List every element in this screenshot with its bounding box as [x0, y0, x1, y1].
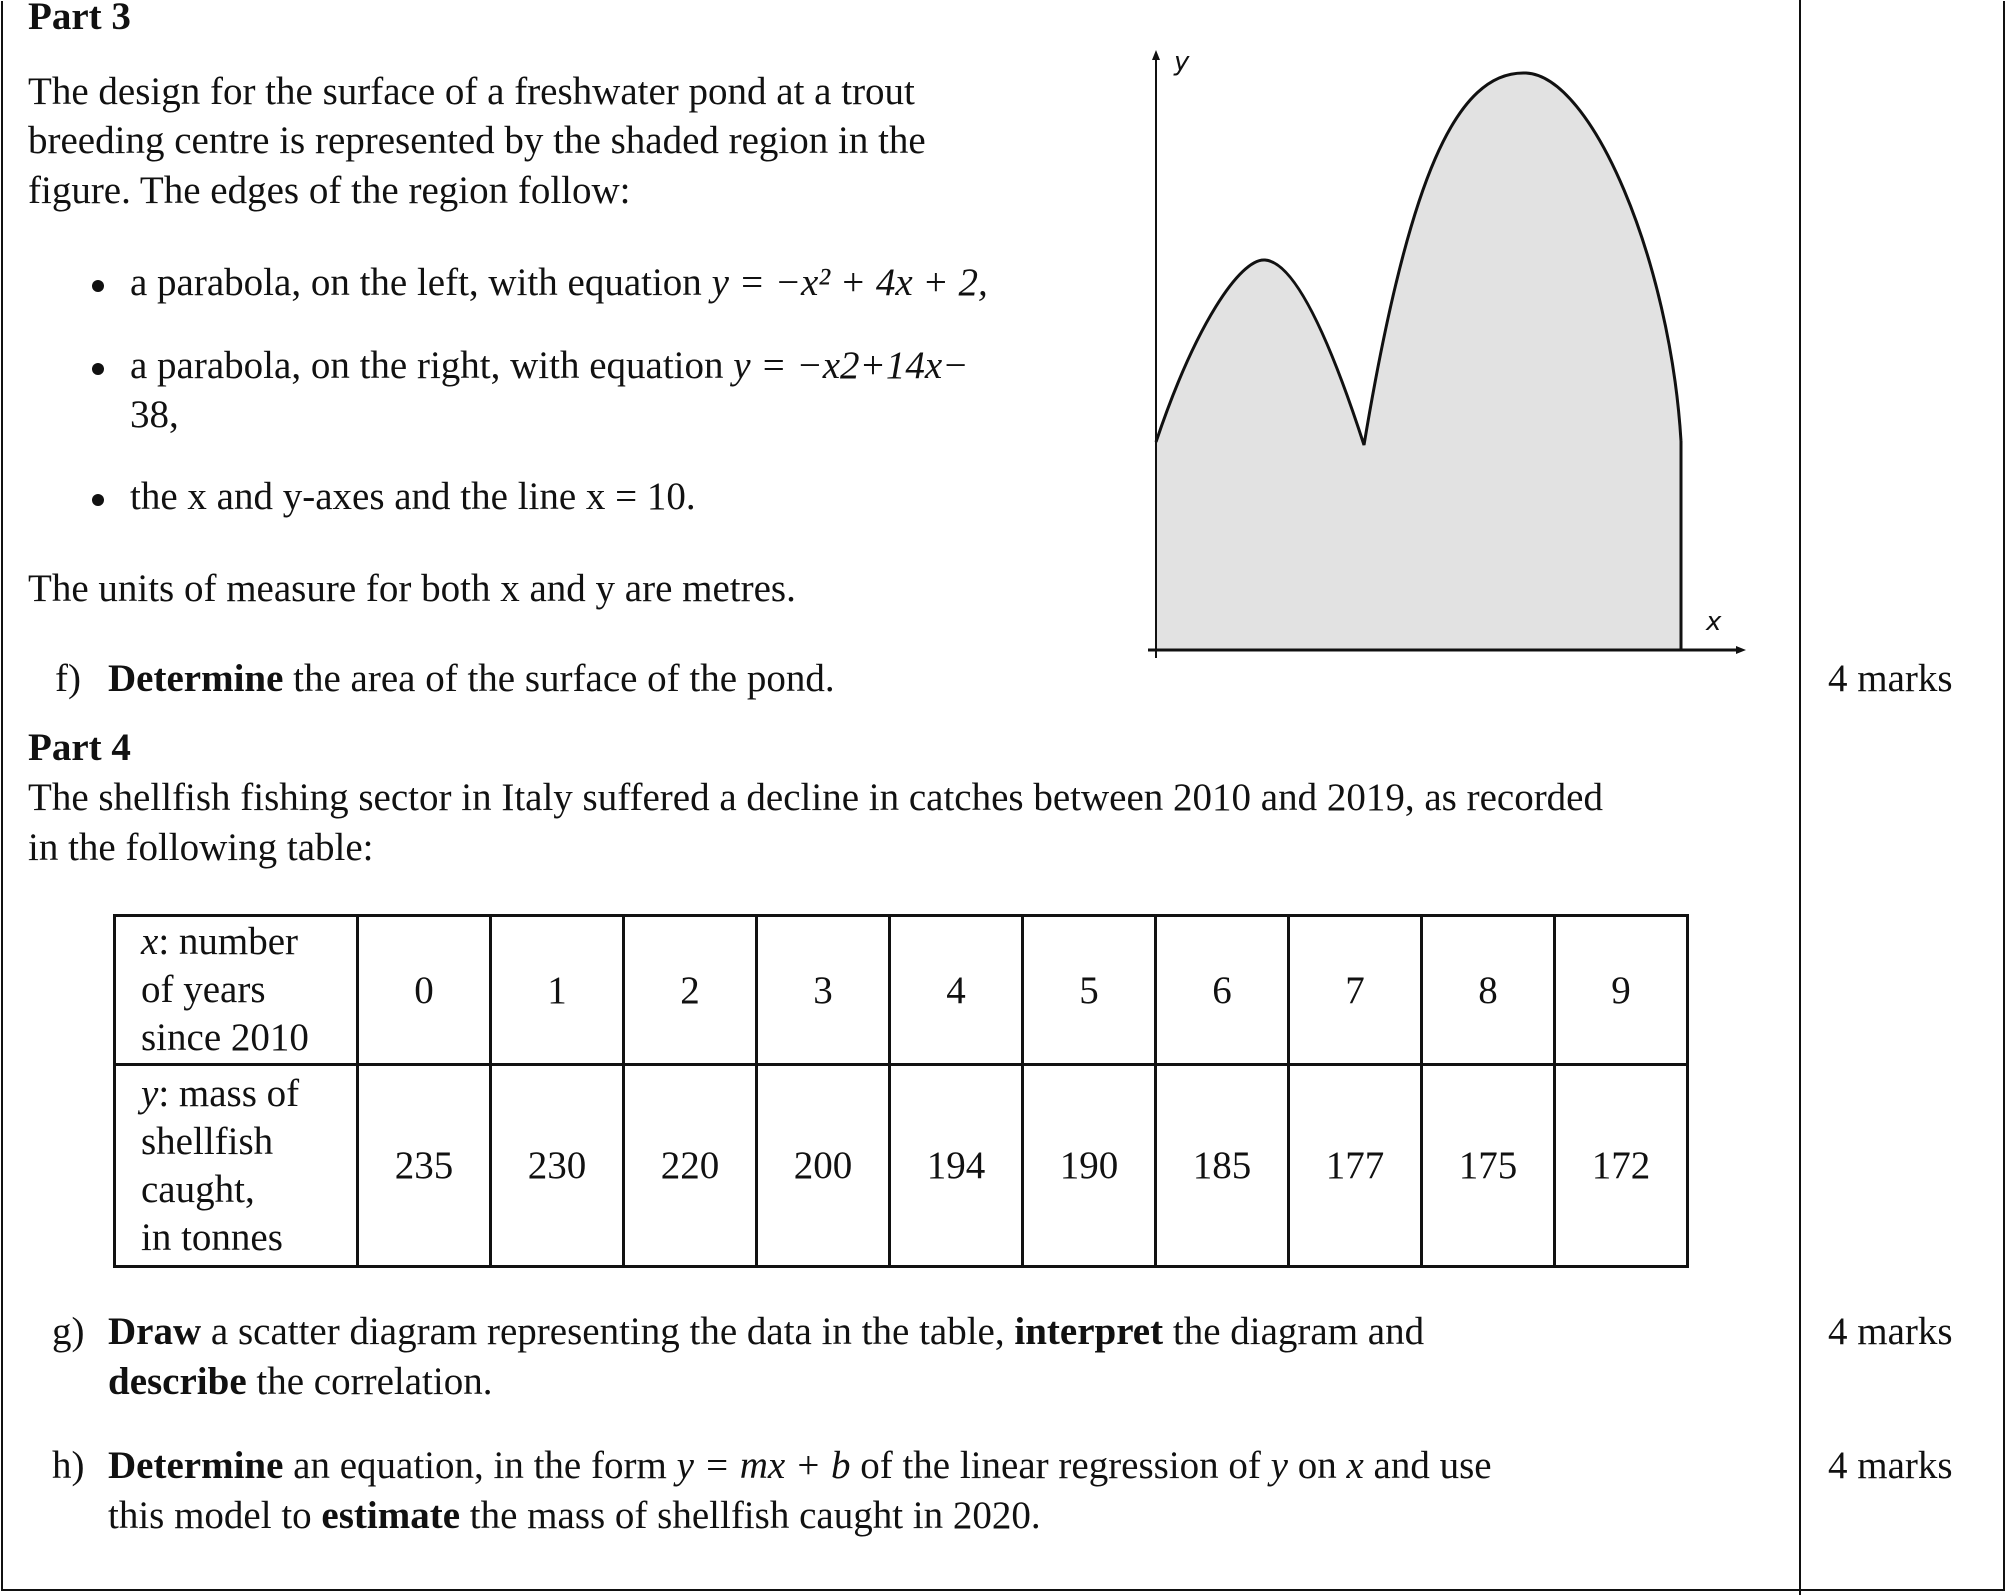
header-x-line-2: of years	[141, 968, 266, 1011]
question-h-verb-estimate: estimate	[321, 1494, 461, 1537]
table-cell: 194	[890, 1065, 1023, 1267]
table-cell: 185	[1156, 1065, 1289, 1267]
header-y-line-3: caught,	[141, 1167, 255, 1211]
y-axis-arrow	[1152, 50, 1160, 60]
bullet-2	[130, 341, 968, 391]
units-line: The units of measure for both x and y are metres.	[28, 567, 796, 610]
question-h-text-3: on	[1287, 1444, 1347, 1487]
question-h-text-2: of the linear regression of	[850, 1444, 1271, 1487]
bullet-2-continuation: 38,	[130, 393, 179, 436]
question-h-var-x: x	[1346, 1444, 1364, 1487]
question-h-marks: 4 marks	[1828, 1444, 1953, 1487]
header-y-line-1: y: mass of	[141, 1071, 300, 1115]
table-cell: 2	[624, 916, 757, 1065]
part3-heading: Part 3	[28, 0, 131, 38]
header-y-line-4: in tonnes	[141, 1215, 283, 1259]
table-cell: 220	[624, 1065, 757, 1267]
bullet-1-dot	[92, 280, 104, 292]
bullet-2-dot	[92, 363, 104, 375]
x-axis-arrow	[1736, 646, 1746, 654]
table-cell: 190	[1023, 1065, 1156, 1267]
question-g-label: g)	[52, 1310, 85, 1353]
question-f-rest: the area of the surface of the pond.	[283, 657, 835, 700]
bullet-2-text: a parabola, on the right, with equation	[130, 344, 734, 387]
table-header-y	[115, 1065, 358, 1267]
question-g-verb-draw: Draw	[108, 1310, 202, 1353]
header-y-line-2: shellfish	[141, 1119, 274, 1163]
question-f-text	[108, 654, 835, 704]
part4-intro-line-1: The shellfish fishing sector in Italy suffered a decline in catches between 2010 and 2019, as recorded	[28, 776, 1603, 819]
table-cell: 1	[491, 916, 624, 1065]
part3-intro-line-2: breeding centre is represented by the shaded region in the	[28, 119, 926, 162]
question-g-marks: 4 marks	[1828, 1310, 1953, 1353]
question-g-text-3: the correlation.	[246, 1360, 493, 1403]
table-cell: 3	[757, 916, 890, 1065]
part3-intro-line-3: figure. The edges of the region follow:	[28, 169, 631, 212]
question-h-label: h)	[52, 1444, 85, 1487]
table-row-x	[115, 916, 1688, 1065]
table-cell: 6	[1156, 916, 1289, 1065]
shellfish-table	[113, 914, 1689, 1268]
table-cell: 9	[1555, 916, 1688, 1065]
question-h-text-1: an equation, in the form	[283, 1444, 677, 1487]
pond-figure	[1140, 40, 1760, 670]
question-g-verb-interpret: interpret	[1014, 1310, 1164, 1353]
header-x-line-3: since 2010	[141, 1016, 309, 1059]
question-h-text-5: this model to	[108, 1494, 322, 1537]
table-cell: 5	[1023, 916, 1156, 1065]
pond-shaded-region	[1156, 73, 1681, 650]
table-row-y	[115, 1065, 1688, 1267]
question-g-line-1	[108, 1307, 1776, 1357]
bullet-1-text: a parabola, on the left, with equation	[130, 261, 712, 304]
part3-intro-line-1: The design for the surface of a freshwater pond at a trout	[28, 70, 915, 113]
header-x-line-1: x: number	[141, 920, 299, 963]
bullet-3-dot	[92, 494, 104, 506]
table-cell: 175	[1422, 1065, 1555, 1267]
x-axis-label: x	[1706, 607, 1722, 637]
question-h-line-2	[108, 1491, 1041, 1541]
table-cell: 7	[1289, 916, 1422, 1065]
question-h-text-4: and use	[1363, 1444, 1492, 1487]
part4-heading: Part 4	[28, 726, 131, 769]
question-g-text-1: a scatter diagram representing the data in the table,	[201, 1310, 1015, 1353]
question-f-verb: Determine	[108, 657, 284, 700]
table-cell: 200	[757, 1065, 890, 1267]
question-f-marks: 4 marks	[1828, 657, 1953, 700]
marks-column-divider	[1799, 0, 1801, 1595]
question-h-var-y: y	[1270, 1444, 1288, 1487]
question-f-label: f)	[55, 657, 81, 700]
bullet-2-equation: y = −x2+14x−	[733, 344, 969, 387]
question-g-line-2	[108, 1357, 492, 1407]
bullet-3-text: the x and y-axes and the line x = 10.	[130, 475, 696, 518]
question-h-text-6: the mass of shellfish caught in 2020.	[460, 1494, 1041, 1537]
table-cell: 172	[1555, 1065, 1688, 1267]
table-cell: 4	[890, 916, 1023, 1065]
table-cell: 177	[1289, 1065, 1422, 1267]
table-cell: 235	[358, 1065, 491, 1267]
question-g-verb-describe: describe	[108, 1360, 247, 1403]
table-cell: 0	[358, 916, 491, 1065]
table-header-x	[115, 916, 358, 1065]
question-g-text-2: the diagram and	[1163, 1310, 1425, 1353]
table-cell: 8	[1422, 916, 1555, 1065]
bullet-1	[130, 258, 988, 308]
question-h-verb-determine: Determine	[108, 1444, 284, 1487]
question-h-equation: y = mx + b	[676, 1444, 851, 1487]
y-axis-label: y	[1174, 47, 1190, 77]
table-cell: 230	[491, 1065, 624, 1267]
part4-intro-line-2: in the following table:	[28, 826, 374, 869]
bullet-1-equation: y = −x² + 4x + 2,	[711, 261, 988, 304]
question-h-line-1	[108, 1441, 1776, 1491]
